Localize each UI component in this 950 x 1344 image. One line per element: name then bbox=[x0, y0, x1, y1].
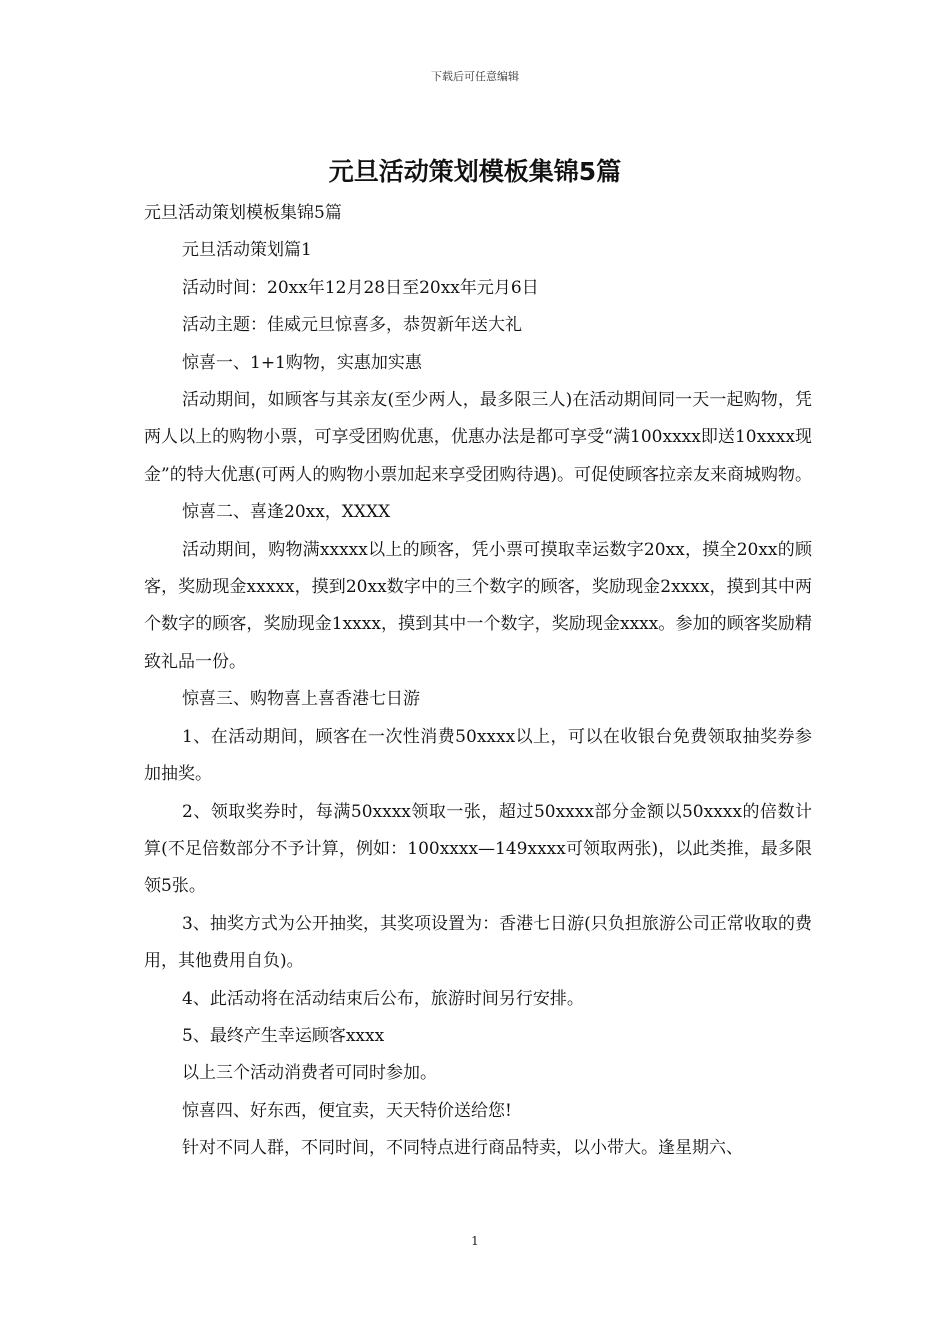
body-paragraph: 3、抽奖方式为公开抽奖，其奖项设置为：香港七日游(只负担旅游公司正常收取的费用，其他费用自负)。 bbox=[144, 913, 812, 972]
document-body bbox=[144, 195, 812, 1168]
body-paragraph: 惊喜一、1+1购物，实惠加实惠 bbox=[182, 352, 422, 373]
body-paragraph: 惊喜三、购物喜上喜香港七日游 bbox=[182, 689, 420, 710]
body-paragraph: 惊喜二、喜逢20xx，XXXX bbox=[182, 502, 391, 523]
body-paragraph: 5、最终产生幸运顾客xxxx bbox=[182, 1025, 385, 1046]
body-paragraph: 活动期间，如顾客与其亲友(至少两人，最多限三人)在活动期间同一天一起购物，凭两人以上的购物小票，可享受团购优惠，优惠办法是都可享受“满100xxxx即送10xxxx现金”的特大优惠(可两人的购物小票加起来享受团购待遇)。可促使顾客拉亲友来商城购物。 bbox=[144, 390, 812, 485]
body-paragraph: 惊喜四、好东西，便宜卖，天天特价送给您! bbox=[182, 1100, 512, 1121]
body-paragraph: 4、此活动将在活动结束后公布，旅游时间另行安排。 bbox=[182, 988, 584, 1009]
body-paragraph: 元旦活动策划模板集锦5篇 bbox=[144, 203, 342, 223]
body-paragraph: 元旦活动策划篇1 bbox=[182, 240, 312, 261]
header-note: 下载后可任意编辑 bbox=[431, 70, 519, 83]
body-paragraph: 2、领取奖券时，每满50xxxx领取一张，超过50xxxx部分金额以50xxxx的倍数计算(不足倍数部分不予计算，例如：100xxxx—149xxxx可领取两张)，以此类推，最多限领5张。 bbox=[144, 801, 812, 897]
body-paragraph: 活动时间：20xx年12月28日至20xx年元月6日 bbox=[182, 277, 539, 298]
body-paragraph: 以上三个活动消费者可同时参加。 bbox=[182, 1063, 437, 1084]
document-title: 元旦活动策划模板集锦5篇 bbox=[328, 157, 622, 186]
body-paragraph: 活动期间，购物满xxxxx以上的顾客，凭小票可摸取幸运数字20xx，摸全20xx的顾客，奖励现金xxxxx，摸到20xx数字中的三个数字的顾客，奖励现金2xxxx，摸到其中两个数字的顾客，奖励现金1xxxx，摸到其中一个数字，奖励现金xxxx。参加的顾客奖励精致礼品一份。 bbox=[144, 539, 812, 672]
body-paragraph: 1、在活动期间，顾客在一次性消费50xxxx以上，可以在收银台免费领取抽奖券参加抽奖。 bbox=[144, 726, 812, 785]
body-paragraph: 针对不同人群，不同时间，不同特点进行商品特卖，以小带大。逢星期六、 bbox=[182, 1138, 743, 1159]
page-number: 1 bbox=[471, 1234, 479, 1248]
body-paragraph: 活动主题：佳威元旦惊喜多，恭贺新年送大礼 bbox=[182, 315, 522, 336]
